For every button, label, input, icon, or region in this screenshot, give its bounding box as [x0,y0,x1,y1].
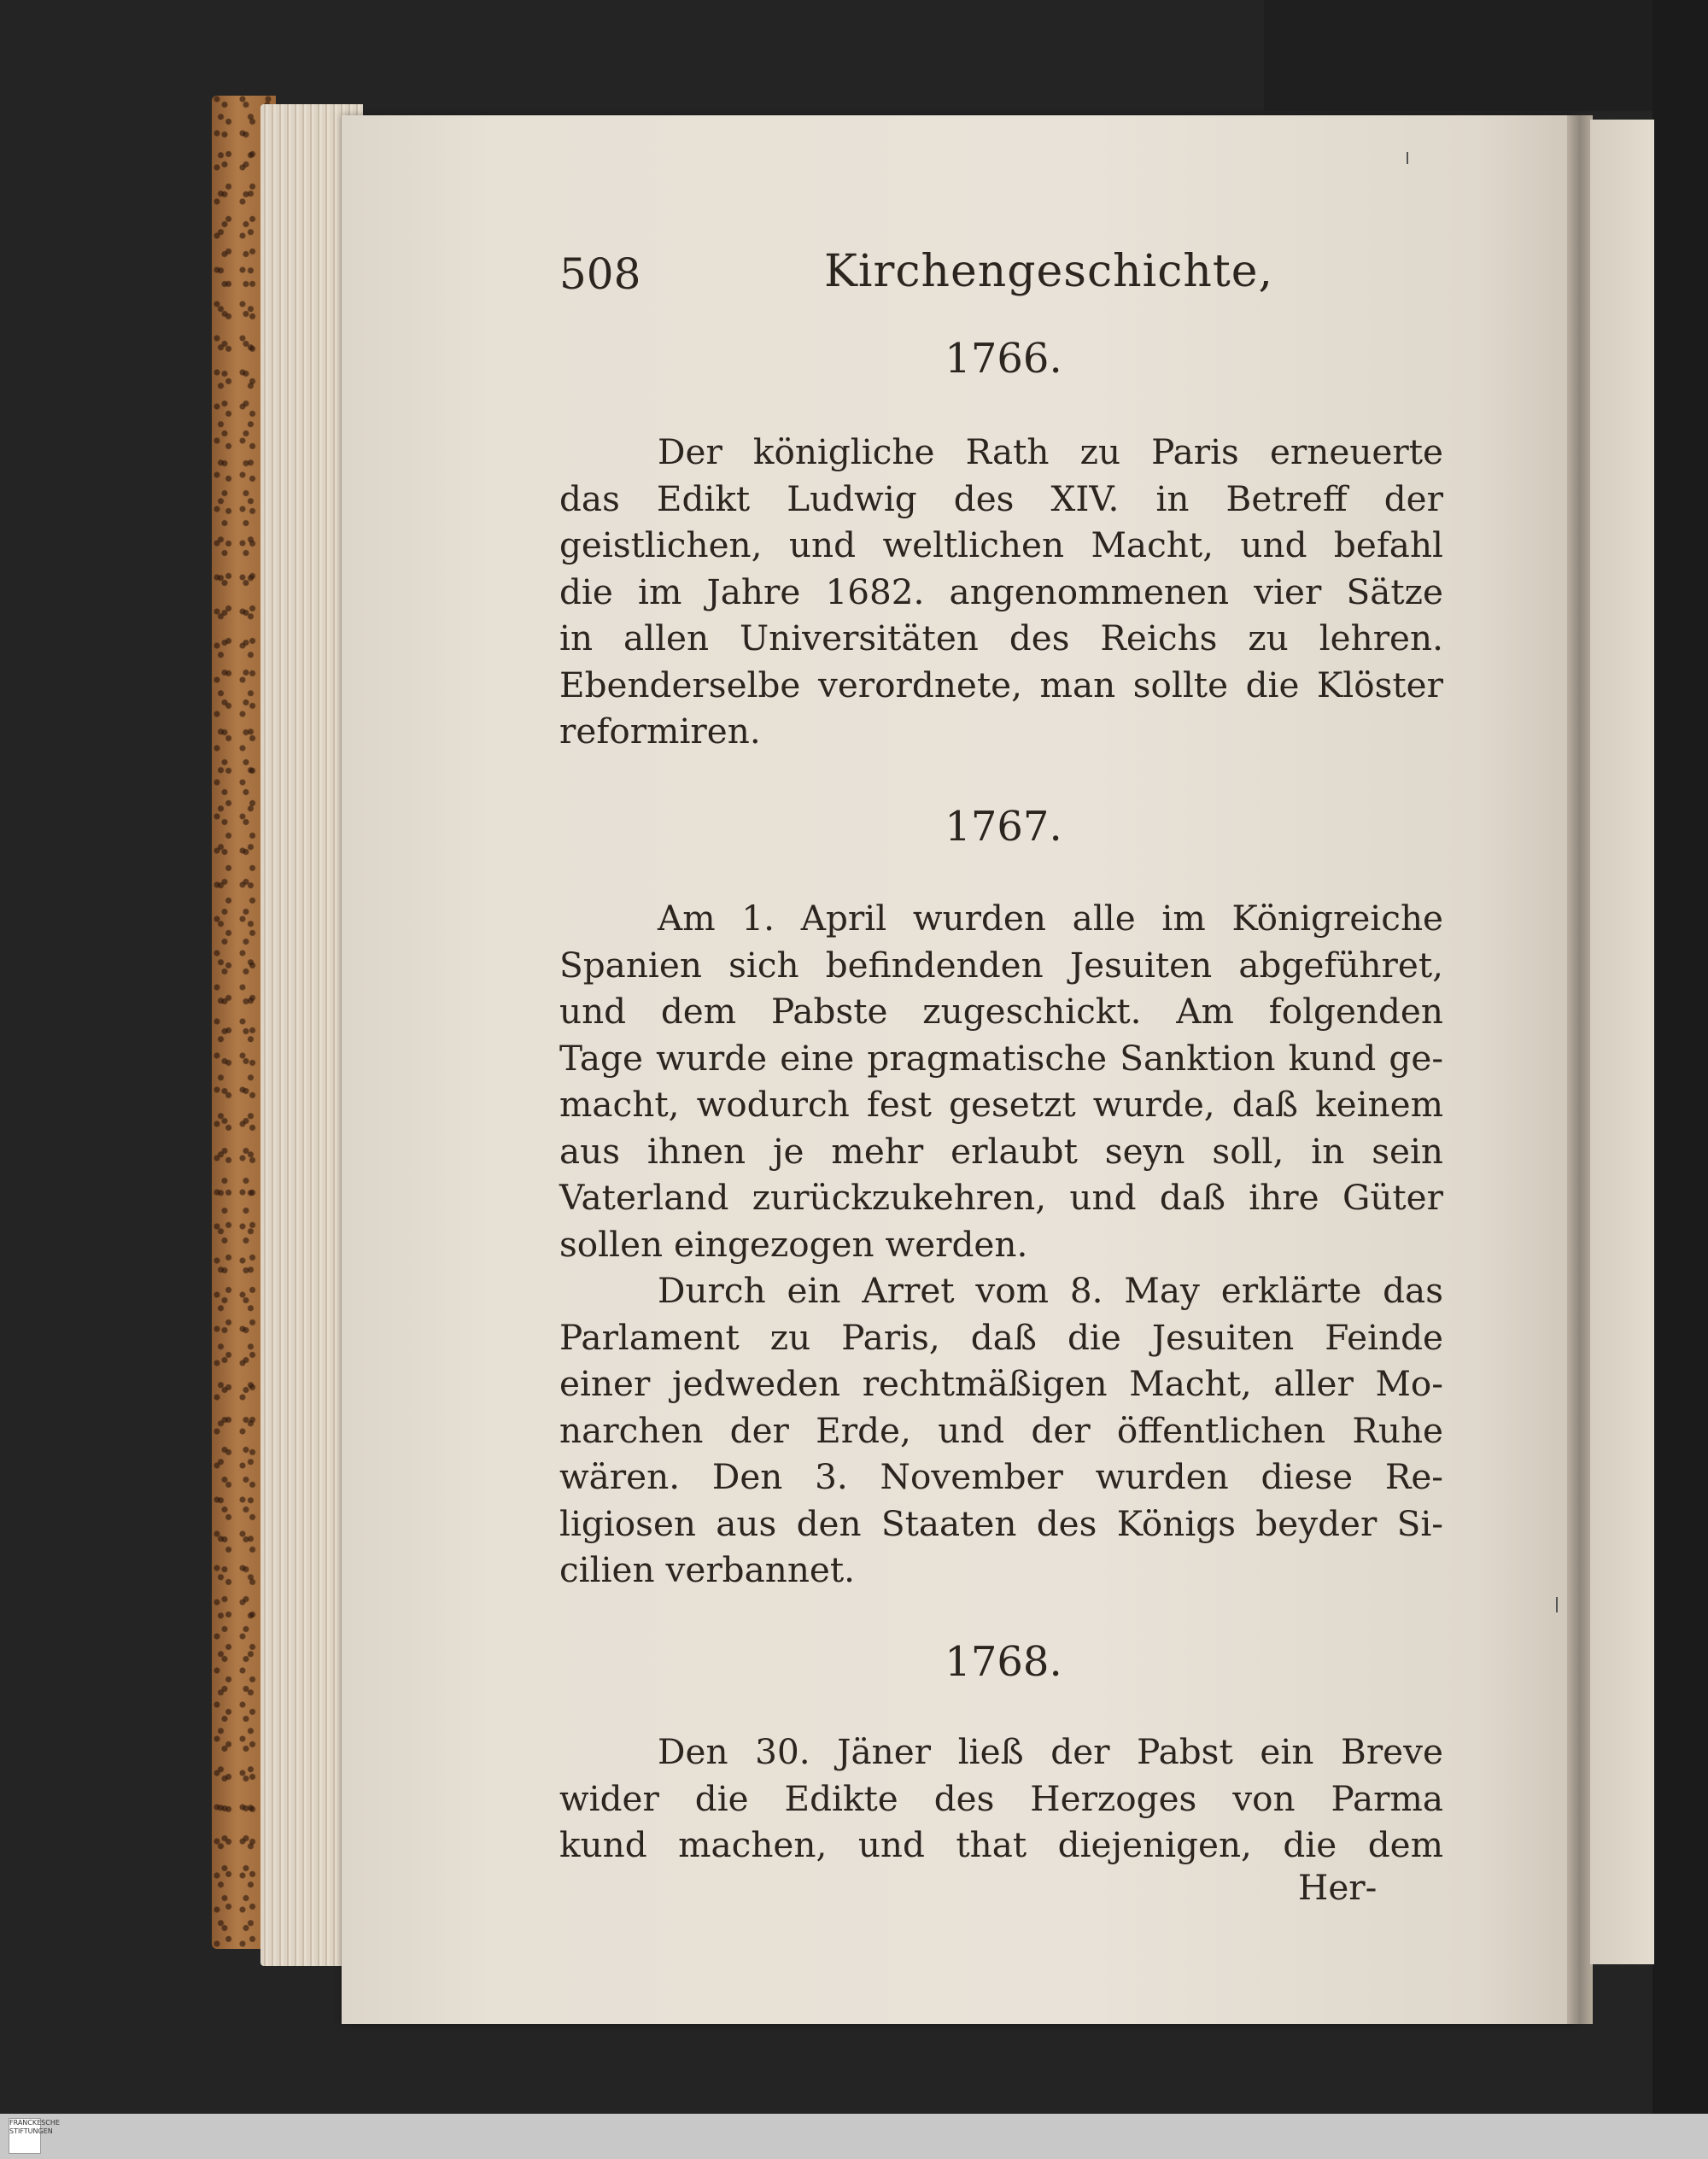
year-heading: 1767. [945,803,1062,851]
text-line: Vaterland zurückzukehren, und daß ihre Güter [559,1177,1443,1218]
library-logo-text: FRANCKESCHE STIFTUNGEN [9,2119,60,2135]
text-line: wider die Edikte des Herzoges von Parma [559,1777,1443,1819]
text-line: das Edikt Ludwig des XIV. in Betreff der [559,477,1443,519]
viewer-footer-bar [0,2114,1708,2159]
page-number: 508 [559,249,641,299]
text-line: Durch ein Arret vom 8. May erklärte das [658,1270,1443,1311]
page-mark [1407,152,1408,164]
year-heading: 1768. [945,1638,1062,1686]
page-gutter [1567,115,1593,2024]
text-line: und dem Pabste zugeschickt. Am folgenden [559,991,1443,1032]
text-line: Tage wurde eine pragmatische Sanktion kund ge- [559,1037,1443,1079]
text-line: aus ihnen je mehr erlaubt seyn soll, in sein [559,1130,1443,1172]
text-line: narchen der Erde, und der öffentlichen Ruhe [559,1409,1443,1451]
text-line: Den 30. Jäner ließ der Pabst ein Breve [658,1731,1443,1772]
background-right-edge [1652,0,1708,2114]
page-mark [1556,1597,1558,1612]
text-line: die im Jahre 1682. angenommenen vier Sätze [559,570,1443,612]
catchword: Her- [1298,1867,1378,1908]
text-line: cilien verbannet. [559,1549,856,1590]
facing-page-edge [1590,120,1654,1964]
text-line: reformiren. [559,711,761,752]
text-line: macht, wodurch fest gesetzt wurde, daß keinem [559,1084,1443,1125]
library-logo[interactable] [9,2118,60,2154]
text-line: wären. Den 3. November wurden diese Re- [559,1456,1443,1497]
text-line: Ebenderselbe verordnete, man sollte die Klöster [559,664,1443,705]
year-heading: 1766. [945,335,1062,383]
text-line: einer jedweden rechtmäßigen Macht, aller Mo- [559,1363,1443,1404]
text-line: geistlichen, und weltlichen Macht, und befahl [559,524,1443,565]
text-line: Der königliche Rath zu Paris erneuerte [658,431,1443,472]
paragraph [559,1267,1443,1594]
running-title: Kirchengeschichte, [824,246,1274,297]
text-line: ligiosen aus den Staaten des Königs beyder Si- [559,1502,1443,1544]
text-line: sollen eingezogen werden. [559,1223,1028,1265]
text-line: kund machen, und that diejenigen, die dem [559,1824,1443,1865]
paragraph [559,1729,1443,1869]
text-line: Parlament zu Paris, daß die Jesuiten Feinde [559,1316,1443,1358]
paragraph [559,429,1443,755]
paragraph [559,895,1443,1267]
text-line: Spanien sich befindenden Jesuiten abgeführet, [559,944,1443,986]
text-line: Am 1. April wurden alle im Königreiche [658,898,1443,939]
text-line: in allen Universitäten des Reichs zu lehren. [559,617,1443,658]
background-top-edge [1264,0,1652,111]
